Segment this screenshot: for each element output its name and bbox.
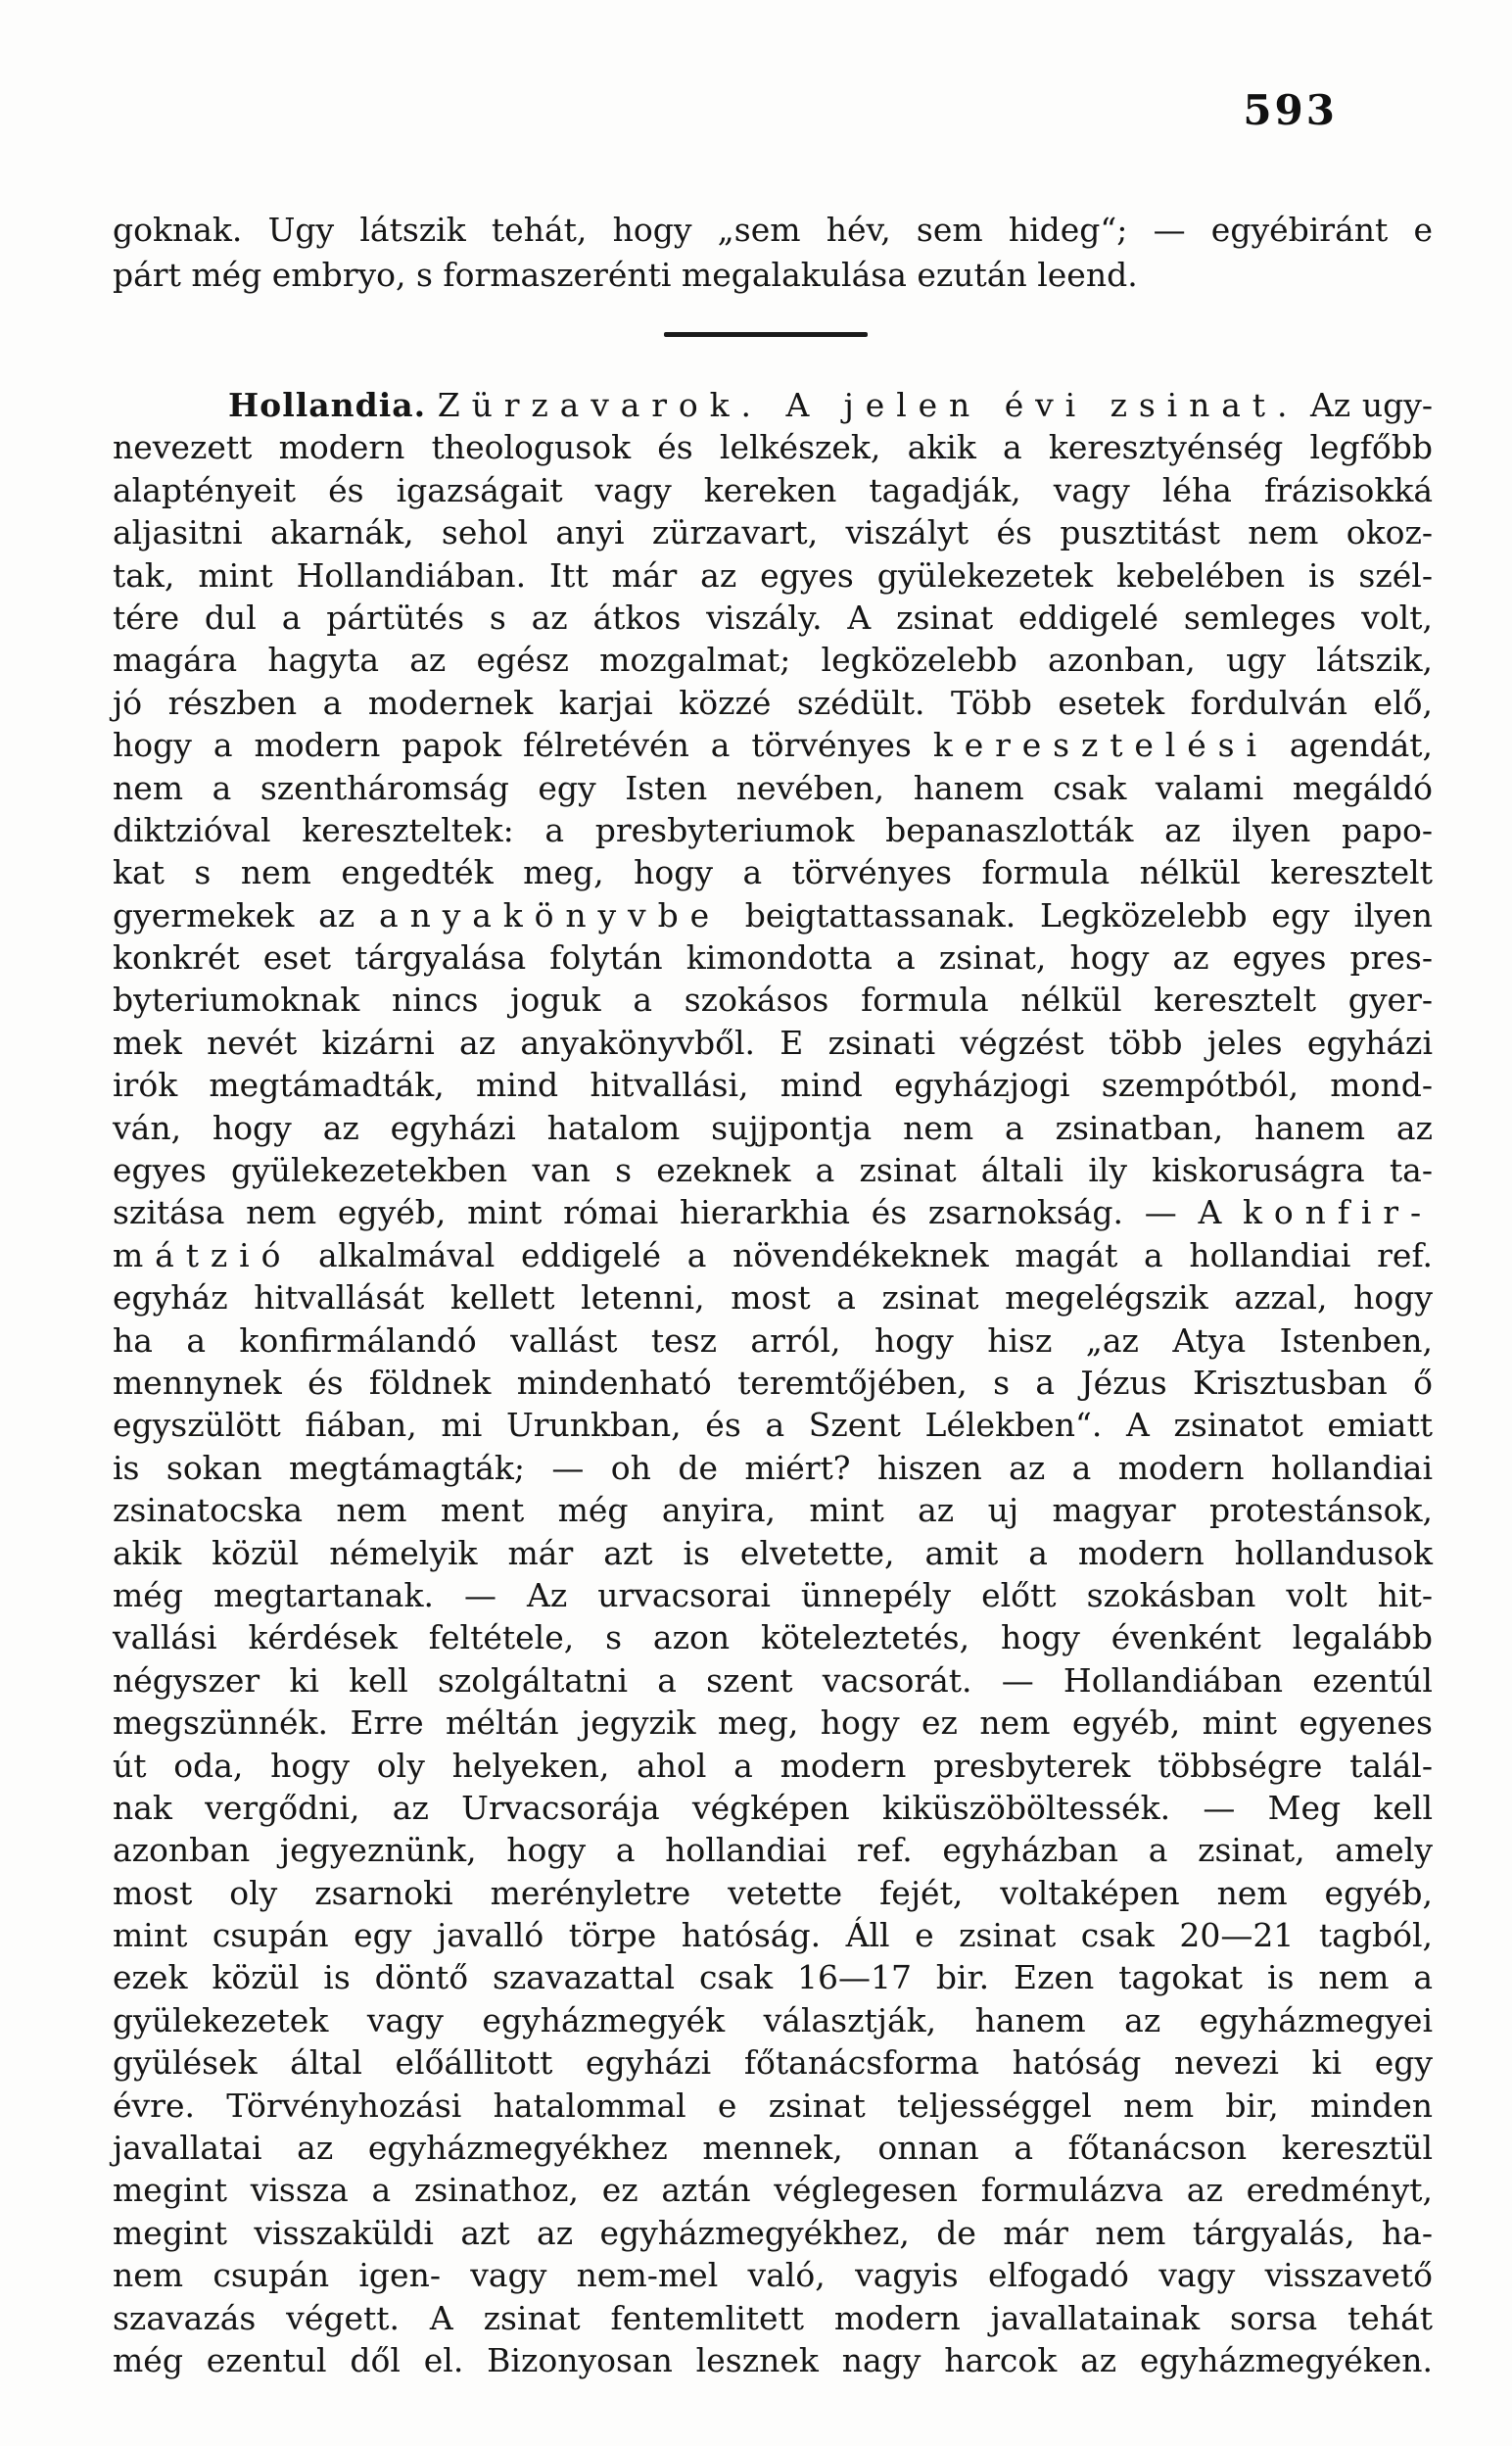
- text-line: mek nevét kizárni az anyakönyvből. E zsinati végzést több jeles egyházi: [113, 1023, 1433, 1062]
- text-segment: hogy a modern papok félretévén a törvényes: [113, 726, 933, 765]
- page-number: 593: [1243, 86, 1338, 134]
- text-line: tak, mint Hollandiában. Itt már az egyes gyülekezetek kebelében is szél-: [113, 555, 1433, 595]
- text-line: azonban jegyeznünk, hogy a hollandiai ref. egyházban a zsinat, amely: [113, 1831, 1433, 1870]
- text-line: [113, 1191, 1433, 1233]
- emphasized-spaced-text: mátzió: [113, 1235, 293, 1274]
- article-body: [113, 384, 1433, 2381]
- text-line: diktzióval kereszteltek: a presbyteriumok bepanaszlották az ilyen papo-: [113, 810, 1433, 849]
- text-line: byteriumoknak nincs joguk a szokásos formula nélkül keresztelt gyer-: [113, 981, 1433, 1020]
- text-line: nak vergődni, az Urvacsorája végképen kiküszöböltessék. — Meg kell: [113, 1788, 1433, 1827]
- text-line: még megtartanak. — Az urvacsorai ünnepély előtt szokásban volt hit-: [113, 1575, 1433, 1614]
- text-line: megint vissza a zsinathoz, ez aztán véglegesen formulázva az eredményt,: [113, 2171, 1433, 2210]
- text-line: nem csupán igen- vagy nem-mel való, vagyis elfogadó vagy visszavető: [113, 2256, 1433, 2295]
- text-segment: [426, 386, 438, 424]
- text-segment: szitása nem egyéb, mint római hierarkhia és zsarnokság. — A: [113, 1193, 1244, 1232]
- emphasized-spaced-text: keresztelési: [932, 726, 1268, 765]
- text-line: út oda, hogy oly helyeken, ahol a modern presbyterek többségre talál-: [113, 1746, 1433, 1785]
- text-line: irók megtámadták, mind hitvallási, mind egyházjogi szempótból, mond-: [113, 1066, 1433, 1105]
- text-line: négyszer ki kell szolgáltatni a szent vacsorát. — Hollandiában ezentúl: [113, 1660, 1433, 1700]
- text-line: [113, 1234, 1433, 1276]
- text-segment: beigtattassanak. Legközelebb egy ilyen: [721, 895, 1433, 935]
- text-line: szavazás végett. A zsinat fentemlitett modern javallatainak sorsa tehát: [113, 2298, 1433, 2337]
- intro-paragraph: [113, 208, 1433, 298]
- text-line: vallási kérdések feltétele, s azon köteleztetés, hogy évenként legalább: [113, 1618, 1433, 1657]
- emphasized-spaced-text: konfir-: [1243, 1193, 1433, 1232]
- text-line: alaptényeit és igazságait vagy kereken tagadják, vagy léha frázisokká: [113, 470, 1433, 509]
- text-line: megint visszaküldi azt az egyházmegyékhez, de már nem tárgyalás, ha-: [113, 2213, 1433, 2252]
- text-segment: Az ugy-: [1299, 386, 1433, 424]
- text-line: mennynek és földnek mindenható teremtőjében, s a Jézus Krisztusban ő: [113, 1363, 1433, 1402]
- text-line: egyház hitvallását kellett letenni, most a zsinat megelégszik azzal, hogy: [113, 1278, 1433, 1318]
- place-name-bold: Hollandia.: [228, 386, 427, 424]
- text-line: [113, 384, 1433, 426]
- text-line: zsinatocska nem ment még anyira, mint az uj magyar protestánsok,: [113, 1491, 1433, 1530]
- text-line: jó részben a modernek karjai közzé szédült. Több esetek fordulván elő,: [113, 683, 1433, 722]
- text-line: is sokan megtámagták; — oh de miért? hiszen az a modern hollandiai: [113, 1448, 1433, 1487]
- text-line: párt még embryo, s formaszerénti megalakulása ezután leend.: [113, 256, 1138, 294]
- text-line: tére dul a pártütés s az átkos viszály. A zsinat eddigelé semleges volt,: [113, 598, 1433, 637]
- text-line: konkrét eset tárgyalása folytán kimondotta a zsinat, hogy az egyes pres-: [113, 938, 1433, 978]
- text-line: gyülések által előállitott egyházi főtanácsforma hatóság nevezi ki egy: [113, 2043, 1433, 2083]
- text-line: goknak. Ugy látszik tehát, hogy „sem hév, sem hideg“; — egyébiránt e: [113, 211, 1433, 249]
- text-line: javallatai az egyházmegyékhez mennek, onnan a főtanácson keresztül: [113, 2129, 1433, 2168]
- text-line: ván, hogy az egyházi hatalom sujjpontja nem a zsinatban, hanem az: [113, 1108, 1433, 1147]
- text-line: ezek közül is döntő szavazattal csak 16—17 bir. Ezen tagokat is nem a: [113, 1958, 1433, 1997]
- text-line: ha a konfirmálandó vallást tesz arról, hogy hisz „az Atya Istenben,: [113, 1320, 1433, 1360]
- text-line: évre. Törvényhozási hatalommal e zsinat teljességgel nem bir, minden: [113, 2086, 1433, 2125]
- text-line: magára hagyta az egész mozgalmat; legközelebb azonban, ugy látszik,: [113, 641, 1433, 680]
- text-line: gyülekezetek vagy egyházmegyék választják, hanem az egyházmegyei: [113, 2000, 1433, 2039]
- text-line: aljasitni akarnák, sehol anyi zürzavart, viszályt és pusztitást nem okoz-: [113, 513, 1433, 552]
- text-segment: agendát,: [1267, 726, 1433, 765]
- text-line: még ezentul dől el. Bizonyosan lesznek nagy harcok az egyházmegyéken.: [113, 2340, 1433, 2379]
- text-line: most oly zsarnoki merényletre vetette fejét, voltaképen nem egyéb,: [113, 1873, 1433, 1912]
- text-line: egyszülött fiában, mi Urunkban, és a Szent Lélekben“. A zsinatot emiatt: [113, 1406, 1433, 1445]
- emphasized-spaced-text: anyakönyvbe: [379, 895, 721, 935]
- text-line: akik közül némelyik már azt is elvetette, amit a modern hollandusok: [113, 1533, 1433, 1572]
- text-segment: alkalmával eddigelé a növendékeknek magát a hollandiai ref.: [292, 1235, 1433, 1274]
- text-line: nem a szentháromság egy Isten nevében, hanem csak valami megáldó: [113, 768, 1433, 807]
- section-divider-rule: [664, 332, 868, 337]
- text-line: egyes gyülekezetekben van s ezeknek a zsinat általi ily kiskoruságra ta-: [113, 1151, 1433, 1190]
- text-line: [113, 724, 1433, 766]
- text-line: [113, 894, 1433, 936]
- text-segment: gyermekek az: [113, 895, 380, 935]
- text-line: kat s nem engedték meg, hogy a törvényes formula nélkül keresztelt: [113, 853, 1433, 892]
- text-line: mint csupán egy javalló törpe hatóság. Áll e zsinat csak 20—21 tagból,: [113, 1916, 1433, 1955]
- text-line: megszünnék. Erre méltán jegyzik meg, hogy ez nem egyéb, mint egyenes: [113, 1703, 1433, 1743]
- text-line: nevezett modern theologusok és lelkészek, akik a keresztyénség legfőbb: [113, 428, 1433, 467]
- emphasized-spaced-text: Zürzavarok. A jelen évi zsinat.: [437, 386, 1299, 424]
